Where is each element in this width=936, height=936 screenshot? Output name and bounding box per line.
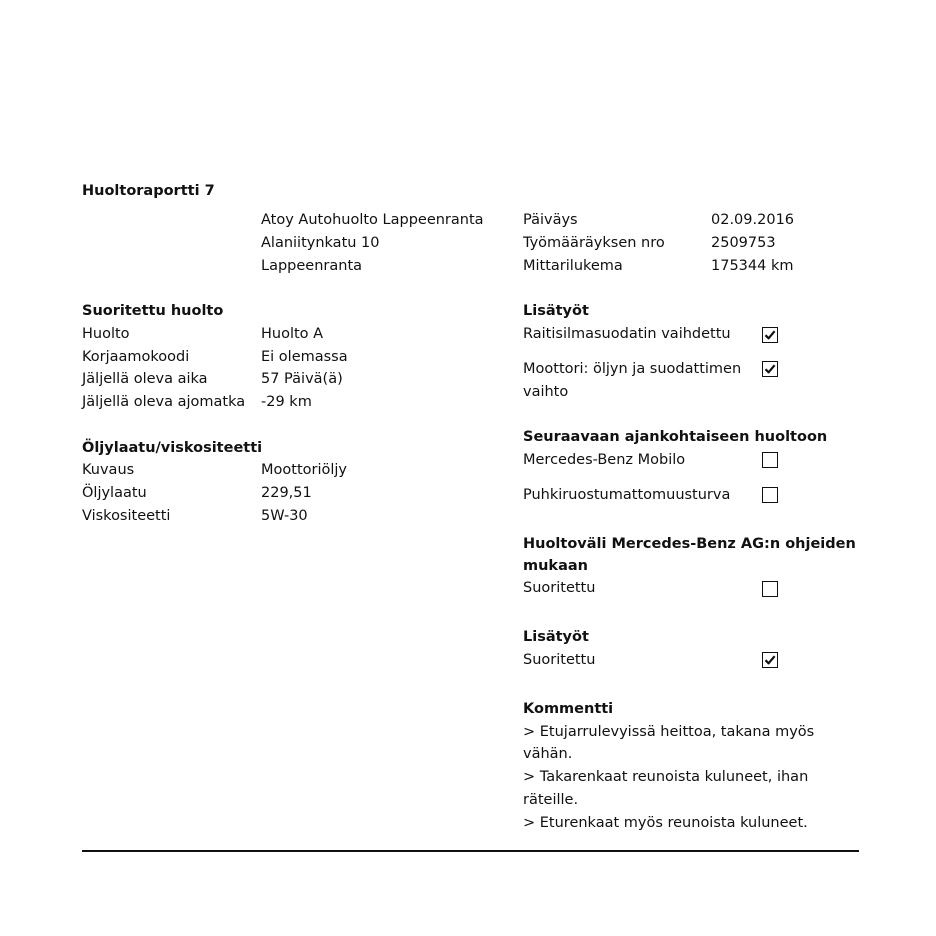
rust-warranty-label: Puhkiruostumattomuusturva (523, 487, 731, 503)
comment-heading: Kommentti (523, 701, 614, 717)
interval-done-label: Suoritettu (523, 580, 596, 596)
workshop-code-value: Ei olemassa (261, 349, 348, 365)
work-order-label: Työmääräyksen nro (523, 235, 665, 251)
workshop-name: Atoy Autohuolto Lappeenranta (261, 212, 484, 228)
odometer-value: 175344 km (711, 258, 794, 274)
workshop-city: Lappeenranta (261, 258, 363, 274)
service-value: Huolto A (261, 326, 324, 342)
checkmark-icon (764, 329, 776, 341)
comment-line: > Takarenkaat reunoista kuluneet, ihan (523, 769, 809, 785)
checkmark-icon (764, 654, 776, 666)
oil-description-label: Kuvaus (82, 462, 135, 478)
oil-change-label-line1: Moottori: öljyn ja suodattimen (523, 361, 742, 377)
date-label: Päiväys (523, 212, 578, 228)
remaining-time-label: Jäljellä oleva aika (82, 371, 208, 387)
interval-heading-line2: mukaan (523, 558, 588, 574)
odometer-label: Mittarilukema (523, 258, 623, 274)
workshop-code-label: Korjaamokoodi (82, 349, 190, 365)
footer-divider (82, 850, 859, 852)
next-service-heading: Seuraavaan ajankohtaiseen huoltoon (523, 429, 828, 445)
oil-description-value: Moottoriöljy (261, 462, 347, 478)
extra-work-2-done-checkbox[interactable] (762, 652, 778, 668)
mobilo-label: Mercedes-Benz Mobilo (523, 452, 686, 468)
oil-heading: Öljylaatu/viskositeetti (82, 440, 263, 456)
comment-line: vähän. (523, 746, 573, 762)
remaining-distance-value: -29 km (261, 394, 312, 410)
service-label: Huolto (82, 326, 130, 342)
cabin-filter-label: Raitisilmasuodatin vaihdettu (523, 326, 731, 342)
remaining-distance-label: Jäljellä oleva ajomatka (82, 394, 246, 410)
viscosity-label: Viskositeetti (82, 508, 171, 524)
mobilo-checkbox[interactable] (762, 452, 778, 468)
comment-line: räteille. (523, 792, 579, 808)
work-order-value: 2509753 (711, 235, 776, 251)
oil-change-label-line2: vaihto (523, 384, 569, 400)
date-value: 02.09.2016 (711, 212, 795, 228)
extra-work-heading: Lisätyöt (523, 303, 589, 319)
oil-quality-label: Öljylaatu (82, 485, 147, 501)
interval-done-checkbox[interactable] (762, 581, 778, 597)
cabin-filter-checkbox[interactable] (762, 327, 778, 343)
comment-line: > Etujarrulevyissä heittoa, takana myös (523, 724, 815, 740)
oil-change-checkbox[interactable] (762, 361, 778, 377)
extra-work-2-done-label: Suoritettu (523, 652, 596, 668)
interval-heading-line1: Huoltoväli Mercedes-Benz AG:n ohjeiden (523, 536, 856, 552)
workshop-street: Alaniitynkatu 10 (261, 235, 380, 251)
remaining-time-value: 57 Päivä(ä) (261, 371, 343, 387)
rust-warranty-checkbox[interactable] (762, 487, 778, 503)
report-title: Huoltoraportti 7 (82, 183, 215, 199)
viscosity-value: 5W-30 (261, 508, 308, 524)
extra-work-2-heading: Lisätyöt (523, 629, 589, 645)
oil-quality-value: 229,51 (261, 485, 312, 501)
service-heading: Suoritettu huolto (82, 303, 224, 319)
comment-line: > Eturenkaat myös reunoista kuluneet. (523, 815, 808, 831)
checkmark-icon (764, 363, 776, 375)
